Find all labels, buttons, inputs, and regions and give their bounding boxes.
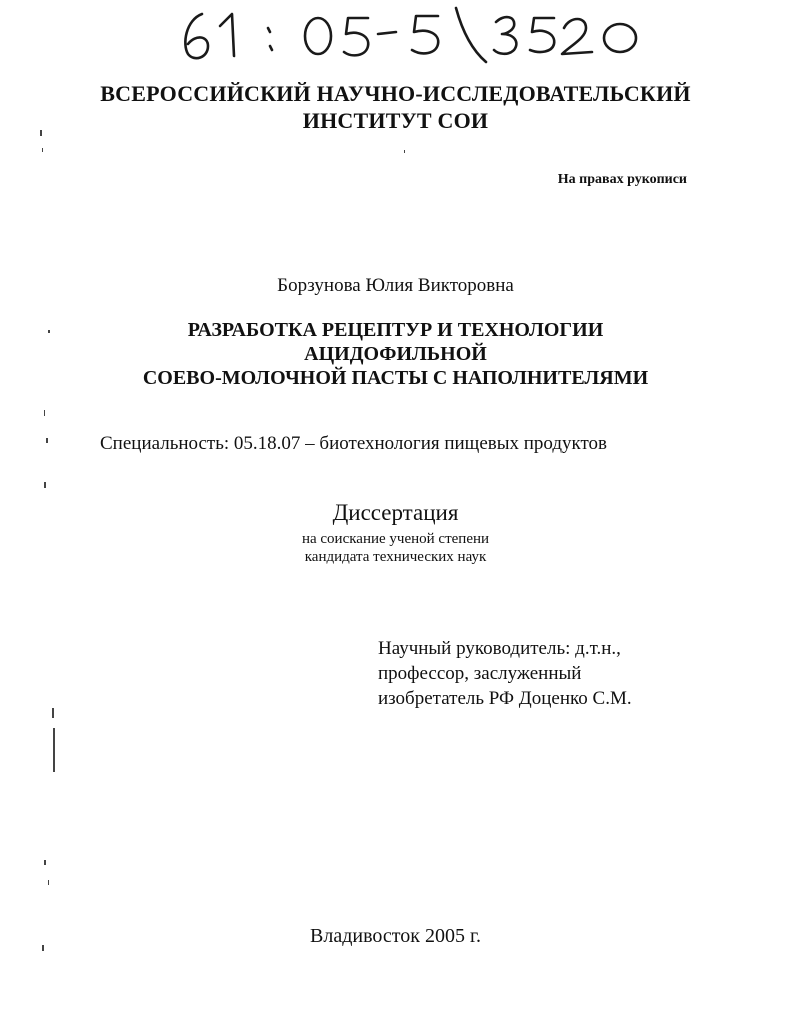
author-name: Борзунова Юлия Викторовна: [277, 275, 514, 296]
title-line-3: СОЕВО-МОЛОЧНОЙ ПАСТЫ С НАПОЛНИТЕЛЯМИ: [142, 367, 649, 389]
institution-name: [0, 80, 791, 134]
handwritten-archive-code: [150, 0, 670, 70]
degree-statement: [0, 530, 791, 566]
degree-line-2: кандидата технических наук: [304, 549, 487, 565]
supervisor-line-3: изобретатель РФ Доценко С.М.: [378, 688, 632, 709]
document-type: Диссертация: [332, 500, 459, 525]
institution-line-1: ВСЕРОССИЙСКИЙ НАУЧНО-ИССЛЕДОВАТЕЛЬСКИЙ: [100, 81, 691, 106]
city-year: Владивосток 2005 г.: [310, 925, 481, 947]
title-line-1: РАЗРАБОТКА РЕЦЕПТУР И ТЕХНОЛОГИИ: [187, 319, 604, 341]
institution-line-2: ИНСТИТУТ СОИ: [302, 108, 489, 133]
manuscript-note: На правах рукописи: [557, 172, 687, 187]
supervisor-block: [378, 636, 698, 711]
title-line-2: АЦИДОФИЛЬНОЙ: [304, 343, 487, 365]
dissertation-title: [0, 318, 791, 390]
supervisor-line-2: профессор, заслуженный: [378, 663, 582, 684]
supervisor-line-1: Научный руководитель: д.т.н.,: [378, 638, 621, 659]
specialty: Специальность: 05.18.07 – биотехнология пищевых продуктов: [100, 433, 608, 454]
degree-line-1: на соискание ученой степени: [301, 531, 490, 547]
